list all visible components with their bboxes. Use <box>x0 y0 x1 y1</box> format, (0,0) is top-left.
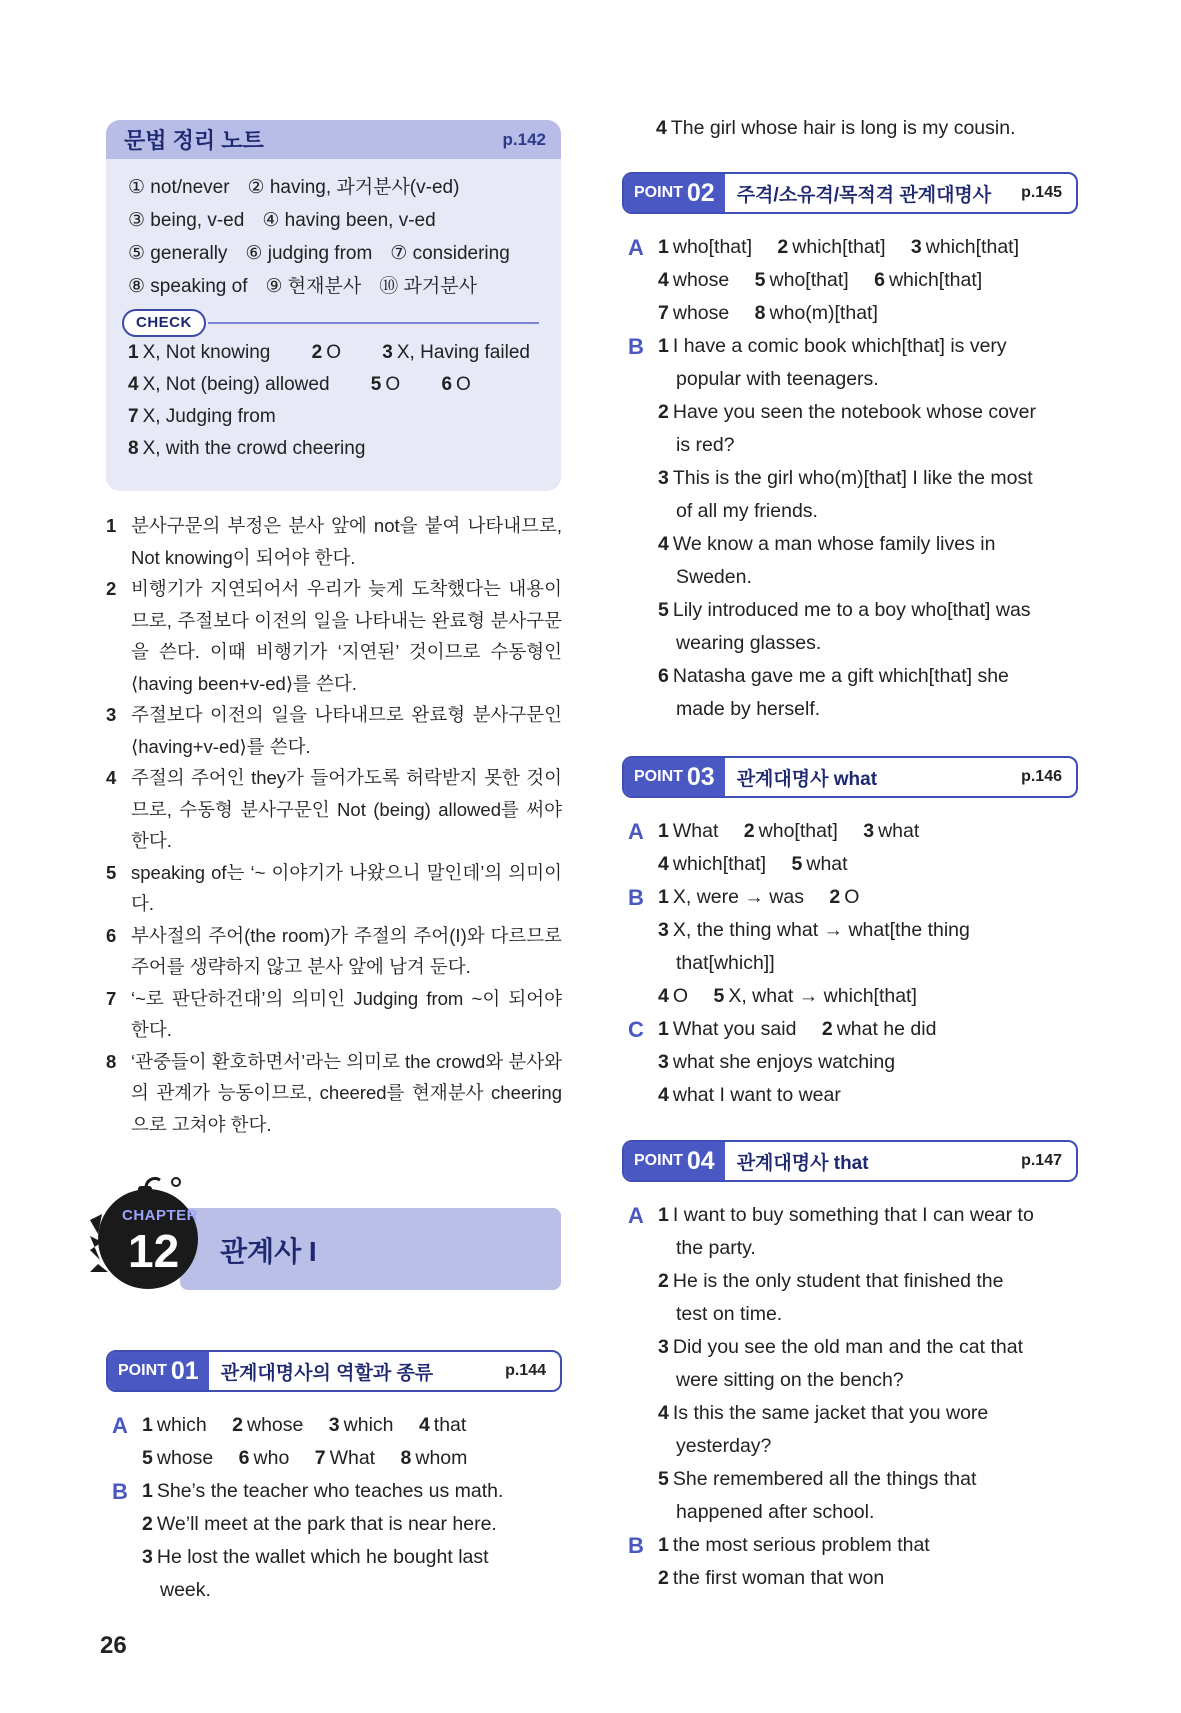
answer-line <box>628 660 1088 693</box>
answer-text: yesterday? <box>676 1435 772 1457</box>
point-number: 02 <box>686 178 715 207</box>
note-line <box>128 237 539 270</box>
section-letter: B <box>628 1533 644 1558</box>
answer-line <box>628 815 1088 848</box>
answer-text: what he did <box>836 1018 937 1040</box>
answer-text: This is the girl who(m)[that] I like the most <box>672 467 1033 489</box>
check-answer: X, Judging from <box>142 406 276 427</box>
answer-text: which[that] <box>672 853 767 875</box>
point-02-answers <box>628 231 1088 726</box>
answer-text: I have a comic book which[that] is very <box>672 335 1007 357</box>
answer-num: 3 <box>863 820 875 842</box>
answer-text: the party. <box>676 1237 756 1259</box>
note-item: ⑧ speaking of <box>128 276 248 297</box>
check-answer: O <box>326 342 342 363</box>
answer-text: happened after school. <box>676 1501 875 1523</box>
answer-text: What <box>329 1447 376 1469</box>
point-page-ref: p.145 <box>1021 184 1062 201</box>
answer-line <box>628 594 1088 627</box>
answer-text: who[that] <box>769 269 849 291</box>
answer-text: the most serious problem that <box>672 1534 930 1556</box>
check-num: 6 <box>441 374 453 395</box>
answer-num: 3 <box>328 1414 340 1436</box>
check-badge: CHECK <box>122 309 206 337</box>
answer-text: Have you seen the notebook whose cover <box>672 401 1037 423</box>
point-03-answers <box>628 815 1088 1112</box>
answer-line <box>628 561 1088 594</box>
check-num: 3 <box>382 342 393 363</box>
point-label: POINT <box>118 1362 167 1379</box>
answer-num: 3 <box>658 1336 669 1358</box>
answer-num: 6 <box>658 665 669 687</box>
check-answer: X, with the crowd cheering <box>142 438 366 459</box>
point-title: 관계대명사 what <box>736 768 878 790</box>
check-rule <box>208 322 539 324</box>
section-letter: A <box>112 1413 128 1438</box>
answer-line <box>112 1541 562 1574</box>
check-line <box>128 401 539 433</box>
answer-num: 1 <box>658 335 669 357</box>
answer-text: week. <box>160 1579 211 1601</box>
answer-line <box>628 363 1088 396</box>
answer-num: 4 <box>658 985 669 1007</box>
answer-text: is red? <box>676 434 735 456</box>
grammar-note-box <box>106 120 561 491</box>
answer-text: We’ll meet at the park that is near here. <box>156 1513 497 1535</box>
answer-text: O <box>844 886 860 908</box>
answer-text: what I want to wear <box>672 1084 841 1106</box>
chapter-number: 12 <box>128 1225 180 1277</box>
note-line <box>128 171 539 204</box>
explanation-item <box>106 573 562 699</box>
answer-num: 4 <box>658 269 669 291</box>
check-answer: X, Having failed <box>396 342 530 363</box>
answer-num: 7 <box>658 302 669 324</box>
explanation-text: ‘관중들이 환호하면서’라는 의미로 the crowd와 분사와의 관계가 능동이므로, cheered를 현재분사 cheering으로 고쳐야 한다. <box>131 1050 562 1135</box>
answer-text: whose <box>156 1447 214 1469</box>
answer-num: 1 <box>658 1204 669 1226</box>
section-letter: B <box>112 1479 128 1504</box>
point-04-answers <box>628 1199 1088 1595</box>
answer-text: made by herself. <box>676 698 821 720</box>
answer-num: 4 <box>418 1414 430 1436</box>
answer-line <box>112 1475 562 1508</box>
answer-line <box>628 1562 1088 1595</box>
point-label: POINT <box>634 768 683 785</box>
answer-text: O <box>672 985 689 1007</box>
answer-line <box>628 495 1088 528</box>
answer-line <box>628 330 1088 363</box>
answer-text: whose <box>672 302 730 324</box>
right-top-answer <box>622 112 1092 145</box>
point-page-ref: p.144 <box>505 1362 546 1379</box>
note-item: ① not/never <box>128 177 230 198</box>
section-letter: C <box>628 1017 644 1042</box>
page-number: 26 <box>100 1632 127 1659</box>
check-num: 8 <box>128 438 139 459</box>
answer-text: whom <box>415 1447 468 1469</box>
point-page-ref: p.147 <box>1021 1152 1062 1169</box>
answer-num: 4 <box>656 117 667 139</box>
answer-num: 1 <box>142 1480 153 1502</box>
answer-num: 2 <box>658 1270 669 1292</box>
answer-num: 3 <box>658 1051 669 1073</box>
answer-text: What <box>672 820 719 842</box>
answer-line <box>628 462 1088 495</box>
answer-line <box>628 1265 1088 1298</box>
answer-num: 3 <box>142 1546 153 1568</box>
answer-line <box>628 1046 1088 1079</box>
explanation-text: ‘~로 판단하건대’의 의미인 Judging from ~이 되어야 한다. <box>131 987 562 1040</box>
point-number: 04 <box>686 1146 715 1175</box>
explanation-num: 3 <box>106 704 117 725</box>
explanation-num: 5 <box>106 861 117 883</box>
answer-line <box>628 1430 1088 1463</box>
answer-text: Lily introduced me to a boy who[that] was <box>672 599 1031 621</box>
answer-line <box>628 1364 1088 1397</box>
answer-line <box>628 528 1088 561</box>
answer-num: 1 <box>658 236 669 258</box>
answer-line <box>628 1496 1088 1529</box>
note-item: ⑤ generally <box>128 243 228 264</box>
answer-line <box>628 396 1088 429</box>
chapter-title: 관계사 I <box>220 1236 317 1267</box>
explanation-text: 비행기가 지연되어서 우리가 늦게 도착했다는 내용이므로, 주절보다 이전의 일을 나타내는 완료형 분사구문을 쓴다. 이때 비행기가 ‘지연된’ 것이므로 수동형인 ⟨having been+v-ed⟩를 쓴다. <box>131 578 562 694</box>
explanation-item <box>106 920 562 983</box>
check-num: 5 <box>370 374 382 395</box>
answer-num: 5 <box>754 269 766 291</box>
answer-line <box>628 693 1088 726</box>
answer-text: which[that] <box>888 269 983 291</box>
section-letter: A <box>628 235 644 260</box>
answer-text: X, were → was <box>672 886 804 908</box>
answer-line <box>628 1397 1088 1430</box>
answer-line <box>112 1409 562 1442</box>
point-03-header <box>622 756 1078 798</box>
answer-num: 8 <box>400 1447 412 1469</box>
answer-text: were sitting on the bench? <box>676 1369 904 1391</box>
answer-text: that <box>433 1414 467 1436</box>
explanation-item <box>106 510 562 573</box>
answer-line <box>628 1298 1088 1331</box>
explanation-text: 주절의 주어인 they가 들어가도록 허락받지 못한 것이므로, 수동형 분사구문인 Not (being) allowed를 써야 한다. <box>131 767 562 851</box>
point-tag <box>624 1142 725 1180</box>
point-01-header <box>106 1350 562 1392</box>
answer-num: 5 <box>658 599 669 621</box>
answer-text: who(m)[that] <box>769 302 878 324</box>
answer-line <box>628 1013 1088 1046</box>
answer-text: what <box>806 853 848 875</box>
answer-text: I want to buy something that I can wear to <box>672 1204 1034 1226</box>
check-num: 2 <box>311 342 323 363</box>
check-answer: O <box>456 374 471 395</box>
note-item: ③ being, v-ed <box>128 210 245 231</box>
answer-num: 8 <box>754 302 766 324</box>
note-item: ⑦ considering <box>390 243 510 264</box>
answer-text: the first woman that won <box>672 1567 885 1589</box>
answer-num: 3 <box>658 467 669 489</box>
answer-num: 6 <box>874 269 885 291</box>
answer-text: which <box>343 1414 394 1436</box>
explanation-list <box>106 510 562 1140</box>
answer-text: Did you see the old man and the cat that <box>672 1336 1024 1358</box>
answer-line <box>628 1331 1088 1364</box>
answer-num: 1 <box>658 820 669 842</box>
note-item: ⑨ 현재분사 <box>265 276 362 297</box>
check-divider <box>128 309 539 337</box>
answer-line <box>628 947 1088 980</box>
explanation-text: speaking of는 ‘~ 이야기가 나왔으니 말인데’의 의미이다. <box>131 861 562 914</box>
answer-num: 2 <box>743 820 755 842</box>
answer-line <box>112 1442 562 1475</box>
answer-text: whose <box>247 1414 304 1436</box>
check-line <box>128 337 539 369</box>
answer-text: that[which]] <box>676 952 775 974</box>
answer-text: We know a man whose family lives in <box>672 533 996 555</box>
section-letter: B <box>628 885 644 910</box>
answer-num: 2 <box>658 401 669 423</box>
point-tag <box>624 174 725 212</box>
answer-num: 2 <box>142 1513 153 1535</box>
check-num: 1 <box>128 342 139 363</box>
answer-text: She’s the teacher who teaches us math. <box>156 1480 504 1502</box>
answer-num: 1 <box>142 1414 153 1436</box>
answer-text: X, the thing what → what[the thing <box>672 919 970 941</box>
answer-line <box>112 1508 562 1541</box>
point-number: 01 <box>170 1356 199 1385</box>
answer-text: test on time. <box>676 1303 783 1325</box>
note-page-ref: p.142 <box>502 129 546 149</box>
explanation-num: 1 <box>106 515 117 536</box>
answer-num: 5 <box>658 1468 669 1490</box>
explanation-item <box>106 857 562 920</box>
answer-text: what she enjoys watching <box>672 1051 896 1073</box>
answer-text: Natasha gave me a gift which[that] she <box>672 665 1009 687</box>
answer-num: 2 <box>829 886 841 908</box>
answer-num: 1 <box>658 1534 669 1556</box>
point-title: 관계대명사의 역할과 종류 <box>220 1362 434 1384</box>
answer-line <box>628 848 1088 881</box>
answer-num: 2 <box>777 236 789 258</box>
answer-line <box>628 627 1088 660</box>
point-label: POINT <box>634 1152 683 1169</box>
answer-line <box>628 1463 1088 1496</box>
check-num: 7 <box>128 406 139 427</box>
answer-line <box>628 1529 1088 1562</box>
answer-num: 3 <box>658 919 669 941</box>
answer-line <box>628 297 1088 330</box>
point-title: 주격/소유격/목적격 관계대명사 <box>736 184 992 206</box>
answer-num: 5 <box>713 985 725 1007</box>
check-answer: X, Not (being) allowed <box>142 374 330 395</box>
explanation-text: 주절보다 이전의 일을 나타내므로 완료형 분사구문인 ⟨having+v-ed⟩를 쓴다. <box>131 704 562 757</box>
answer-text: He lost the wallet which he bought last <box>156 1546 489 1568</box>
answer-line <box>628 231 1088 264</box>
point-tag <box>108 1352 209 1390</box>
check-line <box>128 369 539 401</box>
answer-line <box>628 1079 1088 1112</box>
explanation-text: 분사구문의 부정은 분사 앞에 not을 붙여 나타내므로, Not knowing이 되어야 한다. <box>131 515 562 568</box>
explanation-num: 8 <box>106 1050 117 1072</box>
chapter-label: CHAPTER <box>122 1207 199 1224</box>
answer-text: She remembered all the things that <box>672 1468 977 1490</box>
answer-text: what <box>878 820 920 842</box>
answer-text: which[that] <box>792 236 886 258</box>
note-header <box>106 120 561 159</box>
explanation-num: 6 <box>106 924 117 946</box>
answer-text: whose <box>672 269 730 291</box>
check-answer: X, Not knowing <box>142 342 271 363</box>
answer-num: 1 <box>658 886 669 908</box>
explanation-item <box>106 699 562 762</box>
answer-line <box>628 1199 1088 1232</box>
answer-num: 5 <box>142 1447 153 1469</box>
answer-text: Sweden. <box>676 566 752 588</box>
explanation-num: 2 <box>106 578 117 599</box>
answer-num: 5 <box>791 853 803 875</box>
check-answer: O <box>385 374 401 395</box>
explanation-item <box>106 762 562 857</box>
point-label: POINT <box>634 184 683 201</box>
check-num: 4 <box>128 374 139 395</box>
answer-line <box>628 980 1088 1013</box>
answer-text: Is this the same jacket that you wore <box>672 1402 989 1424</box>
note-item: ⑥ judging from <box>245 243 373 264</box>
answer-text: The girl whose hair is long is my cousin. <box>670 117 1016 139</box>
point-04-header <box>622 1140 1078 1182</box>
note-line <box>128 270 539 303</box>
explanation-num: 7 <box>106 987 117 1009</box>
answer-num: 4 <box>658 1402 669 1424</box>
explanation-item <box>106 983 562 1046</box>
answer-text: wearing glasses. <box>676 632 822 654</box>
note-item: ④ having been, v-ed <box>262 210 436 231</box>
answer-num: 1 <box>658 1018 669 1040</box>
answer-num: 3 <box>910 236 922 258</box>
answer-num: 4 <box>658 533 669 555</box>
explanation-item <box>106 1046 562 1141</box>
answer-line <box>628 881 1088 914</box>
explanation-num: 4 <box>106 767 117 788</box>
answer-num: 7 <box>314 1447 326 1469</box>
point-title: 관계대명사 that <box>736 1152 869 1174</box>
section-letter: A <box>628 819 644 844</box>
answer-text: What you said <box>672 1018 797 1040</box>
answer-text: who[that] <box>758 820 838 842</box>
check-line <box>128 433 539 465</box>
answer-line <box>112 1574 562 1607</box>
answer-line <box>628 429 1088 462</box>
answer-line <box>628 914 1088 947</box>
note-body <box>106 159 561 465</box>
answer-text: X, what → which[that] <box>728 985 917 1007</box>
answer-num: 2 <box>821 1018 833 1040</box>
answer-line <box>628 264 1088 297</box>
section-letter: A <box>628 1203 644 1228</box>
point-tag <box>624 758 725 796</box>
answer-text: which[that] <box>925 236 1019 258</box>
point-01-answers <box>112 1409 562 1607</box>
explanation-text: 부사절의 주어(the room)가 주절의 주어(I)와 다르므로 주어를 생략하지 않고 분사 앞에 남겨 둔다. <box>131 924 562 977</box>
note-item: ② having, 과거분사(v-ed) <box>247 177 460 198</box>
answer-line <box>622 112 1092 145</box>
answer-text: which <box>156 1414 207 1436</box>
answer-num: 2 <box>658 1567 669 1589</box>
point-number: 03 <box>686 762 715 791</box>
answer-num: 4 <box>658 853 669 875</box>
section-letter: B <box>628 334 644 359</box>
answer-text: popular with teenagers. <box>676 368 879 390</box>
answer-text: who <box>253 1447 290 1469</box>
answer-num: 4 <box>658 1084 669 1106</box>
answer-text: of all my friends. <box>676 500 818 522</box>
note-line <box>128 204 539 237</box>
point-page-ref: p.146 <box>1021 768 1062 785</box>
answer-num: 6 <box>238 1447 250 1469</box>
answer-num: 2 <box>232 1414 243 1436</box>
note-item: ⑩ 과거분사 <box>379 276 477 297</box>
answer-text: who[that] <box>672 236 752 258</box>
point-02-header <box>622 172 1078 214</box>
answer-text: He is the only student that finished the <box>672 1270 1004 1292</box>
answer-line <box>628 1232 1088 1265</box>
note-title: 문법 정리 노트 <box>124 128 264 153</box>
